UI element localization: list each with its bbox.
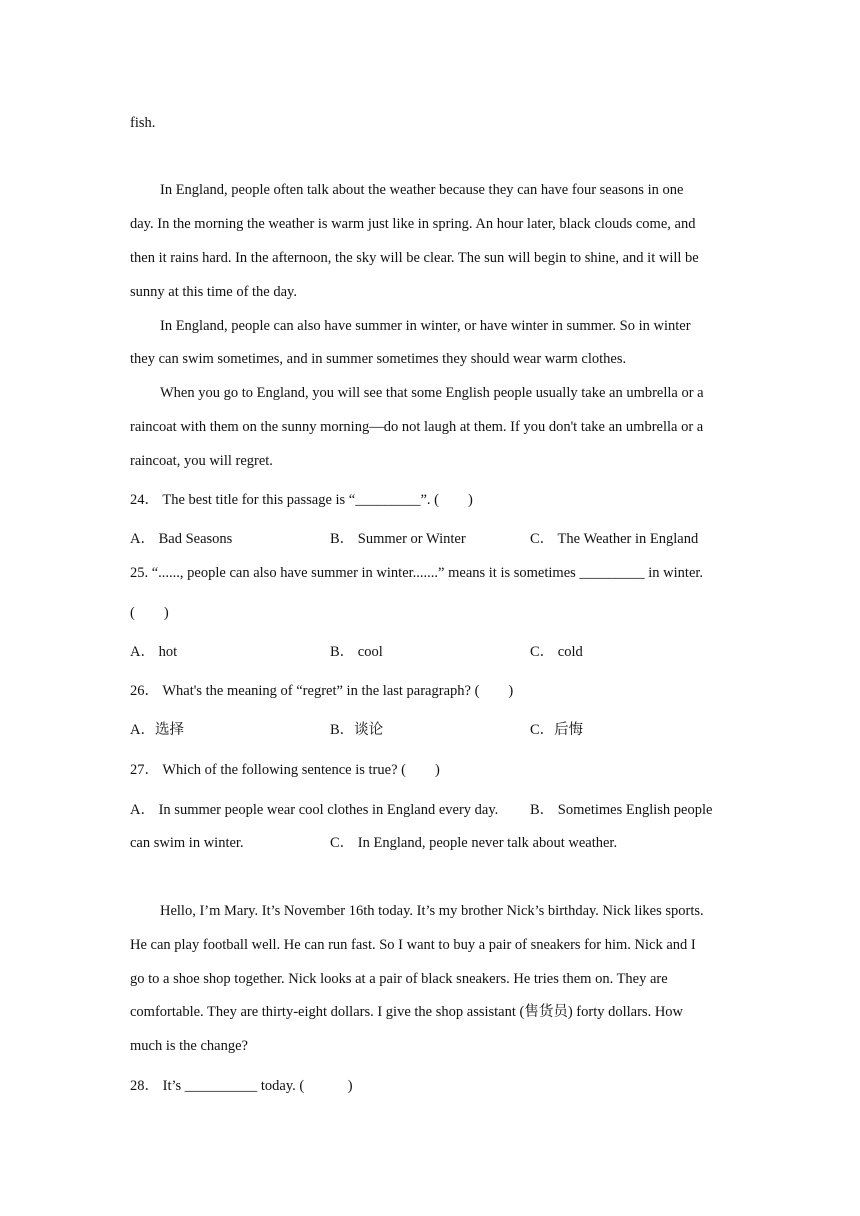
passage1-p2-line1: In England, people can also have summer in winter, or have winter in summer. So in winter [160,318,691,334]
passage1-p1-line2: day. In the morning the weather is warm just like in spring. An hour later, black clouds come, and [130,216,696,232]
passage1-p1-line1: In England, people often talk about the weather because they can have four seasons in one [160,182,684,198]
question-25-option-c: C． cold [530,644,583,660]
question-25-stem-line1: 25. “......, people can also have summer in winter.......” means it is sometimes _________ in winter. [130,565,704,581]
question-26-stem: 26． What's the meaning of “regret” in the last paragraph? ( ) [130,683,514,699]
question-26-option-c: C．后悔 [530,722,584,738]
passage1-p3-line2: raincoat with them on the sunny morning—do not laugh at them. If you don't take an umbrella or a [130,419,704,435]
question-27-stem: 27． Which of the following sentence is true? ( ) [130,762,440,778]
question-27-option-a: A． In summer people wear cool clothes in England every day. [130,802,499,818]
passage2-line3: go to a shoe shop together. Nick looks at a pair of black sneakers. He tries them on. They are [130,971,668,987]
question-24-option-c: C． The Weather in England [530,531,699,547]
passage1-p2-line2: they can swim sometimes, and in summer sometimes they should wear warm clothes. [130,351,627,367]
passage2-line4: comfortable. They are thirty-eight dollars. I give the shop assistant (售货员) forty dollars. How [130,1004,684,1020]
question-24-option-a: A． Bad Seasons [130,531,233,547]
question-26-option-b: B．谈论 [330,722,384,738]
question-24-option-b: B． Summer or Winter [330,531,466,547]
question-24-stem: 24． The best title for this passage is “_________”. ( ) [130,492,473,508]
question-27-option-b-continued: can swim in winter. [130,835,244,851]
question-25-option-b: B． cool [330,644,383,660]
previous-passage-tail: fish. [130,115,156,131]
question-27-option-c: C． In England, people never talk about weather. [330,835,618,851]
passage1-p1-line3: then it rains hard. In the afternoon, the sky will be clear. The sun will begin to shine, and it will be [130,250,699,266]
passage2-line2: He can play football well. He can run fast. So I want to buy a pair of sneakers for him. Nick and I [130,937,696,953]
passage2-line5: much is the change? [130,1038,248,1054]
question-25-option-a: A． hot [130,644,178,660]
passage1-p3-line1: When you go to England, you will see that some English people usually take an umbrella or a [160,385,704,401]
question-26-option-a: A．选择 [130,722,184,738]
question-28-stem: 28． It’s __________ today. ( ) [130,1078,353,1094]
passage1-p3-line3: raincoat, you will regret. [130,453,273,469]
question-27-option-b: B． Sometimes English people [530,802,713,818]
passage1-p1-line4: sunny at this time of the day. [130,284,297,300]
question-25-stem-line2: ( ) [130,605,169,621]
passage2-line1: Hello, I’m Mary. It’s November 16th today. It’s my brother Nick’s birthday. Nick likes sports. [160,903,704,919]
